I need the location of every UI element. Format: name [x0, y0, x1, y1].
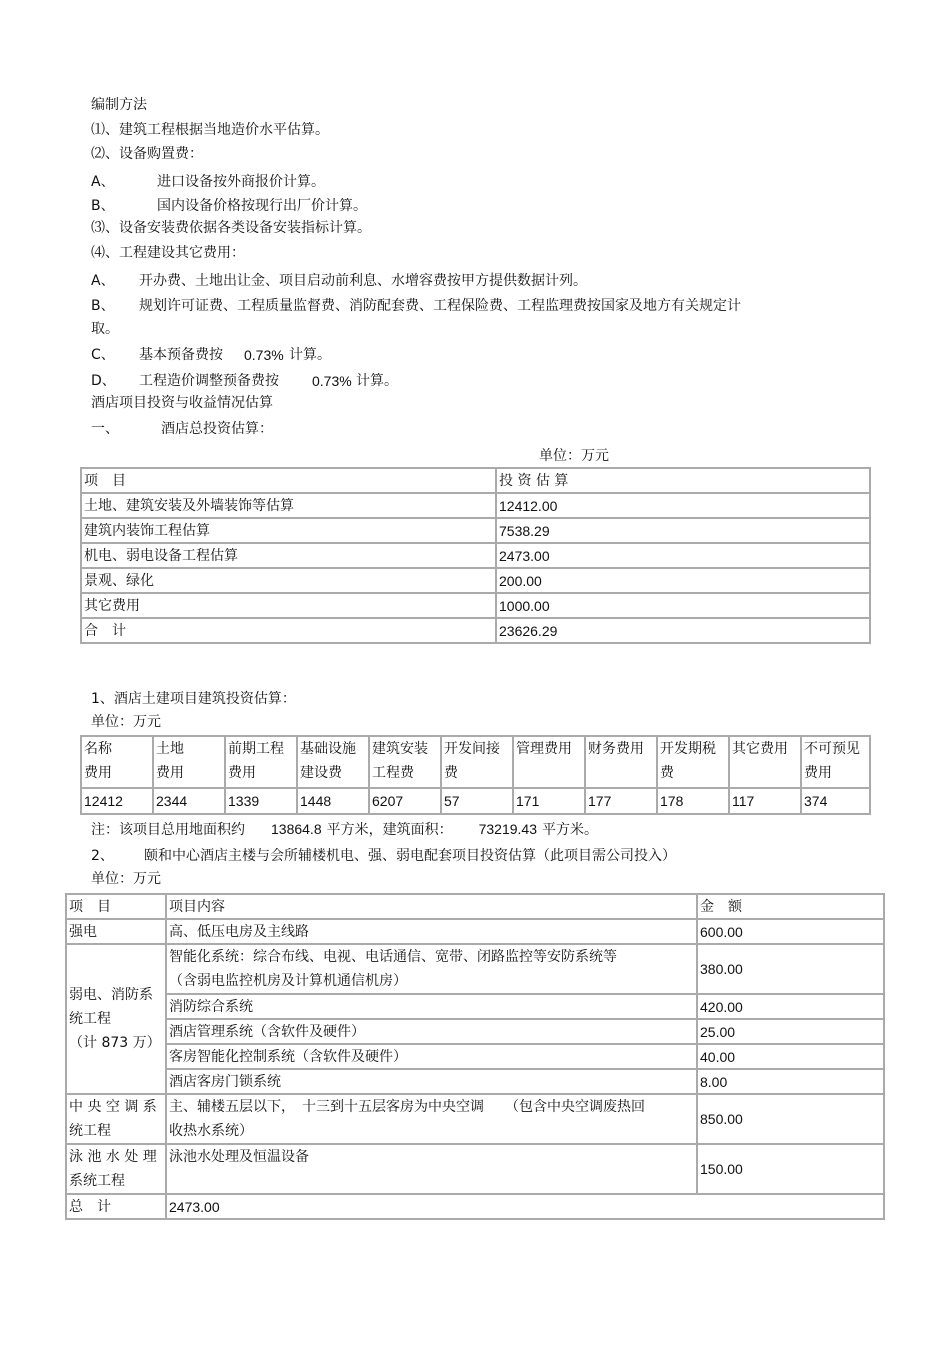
- row-item-hvac: 中 央 空 调 系 统工程: [66, 1094, 166, 1144]
- row-amount: 40.00: [697, 1044, 884, 1069]
- table-row: [81, 518, 870, 543]
- row-amount: 25.00: [697, 1019, 884, 1044]
- header-cell: 土地 费用: [153, 736, 225, 788]
- table-row: [66, 994, 884, 1019]
- sub1-number: 一、: [91, 421, 119, 437]
- header-item: 项 目: [81, 468, 496, 493]
- row-amount: 1000.00: [496, 593, 870, 618]
- header-cell: 不可预见 费用: [801, 736, 870, 788]
- table-row: [81, 568, 870, 593]
- value-cell: 57: [441, 788, 513, 814]
- sub2-title: 1、酒店土建项目建筑投资估算：: [91, 691, 296, 707]
- row-amount: 2473.00: [496, 543, 870, 568]
- value-cell: 6207: [369, 788, 441, 814]
- method-line-3-label: A、: [91, 174, 115, 190]
- row-amount: 2473.00: [166, 1194, 884, 1219]
- mep-investment-table: [65, 893, 885, 1220]
- construction-cost-table: [80, 735, 871, 815]
- method-line-10-end: 计算。: [356, 373, 398, 389]
- table-row: [81, 593, 870, 618]
- value-cell: 1448: [297, 788, 369, 814]
- value-cell: 374: [801, 788, 870, 814]
- row-amount: 380.00: [697, 944, 884, 994]
- table-header: [81, 736, 870, 788]
- row-item-weak-current: 弱电、消防系 统工程 （计 873 万）: [66, 944, 166, 1094]
- value-cell: 178: [657, 788, 729, 814]
- row-amount: 23626.29: [496, 618, 870, 643]
- method-line-1: ⑴、建筑工程根据当地造价水平估算。: [91, 122, 329, 138]
- row-content: 酒店客房门锁系统: [166, 1069, 697, 1094]
- row-item: 其它费用: [81, 593, 496, 618]
- method-heading: 编制方法: [91, 97, 147, 113]
- row-item: 机电、弱电设备工程估算: [81, 543, 496, 568]
- table-row: [66, 944, 884, 994]
- row-amount: 200.00: [496, 568, 870, 593]
- header-amount: 金 额: [697, 894, 884, 919]
- method-line-7: 开办费、土地出让金、项目启动前利息、水增容费按甲方提供数据计列。: [139, 273, 587, 289]
- table-row: [66, 1069, 884, 1094]
- table-row: [81, 543, 870, 568]
- table-header: [81, 468, 870, 493]
- header-cell: 建筑安装 工程费: [369, 736, 441, 788]
- table-row: [66, 1094, 884, 1144]
- row-item: 合 计: [81, 618, 496, 643]
- method-line-4-label: B、: [91, 198, 115, 214]
- row-item: 景观、绿化: [81, 568, 496, 593]
- header-content: 项目内容: [166, 894, 697, 919]
- header-amount: 投 资 估 算: [496, 468, 870, 493]
- method-line-10-rate: 0.73%: [312, 373, 352, 389]
- row-item: 土地、建筑安装及外墙装饰等估算: [81, 493, 496, 518]
- row-item-pool: 泳 池 水 处 理 系统工程: [66, 1144, 166, 1194]
- table-row-total: [81, 618, 870, 643]
- section-title: 酒店项目投资与收益情况估算: [91, 395, 273, 411]
- sub1-title: 酒店总投资估算：: [161, 421, 273, 437]
- value-cell: 1339: [225, 788, 297, 814]
- method-line-6: ⑷、工程建设其它费用：: [91, 245, 245, 261]
- row-amount: 7538.29: [496, 518, 870, 543]
- table-row-total: [66, 1194, 884, 1219]
- method-line-2: ⑵、设备购置费：: [91, 146, 203, 162]
- value-cell: 117: [729, 788, 801, 814]
- header-cell: 开发间接 费: [441, 736, 513, 788]
- row-content: 智能化系统：综合布线、电视、电话通信、宽带、闭路监控等安防系统等 （含弱电监控机房及计算机通信机房）: [166, 944, 697, 994]
- table-row: [81, 788, 870, 814]
- row-amount: 150.00: [697, 1144, 884, 1194]
- method-line-8: 规划许可证费、工程质量监督费、消防配套费、工程保险费、工程监理费按国家及地方有关规定计: [139, 298, 741, 314]
- sub3-number: 2、: [91, 848, 114, 864]
- row-amount: 850.00: [697, 1094, 884, 1144]
- method-line-9-label: C、: [91, 347, 115, 363]
- unit-label-1: 单位：万元: [539, 448, 609, 464]
- total-investment-table: [80, 467, 871, 644]
- row-content: 高、低压电房及主线路: [166, 919, 697, 944]
- method-line-9: 基本预备费按: [139, 347, 223, 363]
- unit-label-2: 单位：万元: [91, 714, 161, 730]
- method-line-8-cont: 取。: [91, 321, 119, 337]
- method-line-4: 国内设备价格按现行出厂价计算。: [157, 198, 367, 214]
- row-item: 总 计: [66, 1194, 166, 1219]
- area-note: 注：该项目总用地面积约 13864.8 平方米，建筑面积： 73219.43 平方米。: [91, 821, 599, 838]
- header-cell: 财务费用: [585, 736, 657, 788]
- value-cell: 2344: [153, 788, 225, 814]
- table-row: [66, 919, 884, 944]
- header-cell: 前期工程 费用: [225, 736, 297, 788]
- method-line-3: 进口设备按外商报价计算。: [157, 174, 325, 190]
- row-content: 酒店管理系统（含软件及硬件）: [166, 1019, 697, 1044]
- header-item: 项 目: [66, 894, 166, 919]
- row-amount: 420.00: [697, 994, 884, 1019]
- header-cell: 管理费用: [513, 736, 585, 788]
- table-row: [66, 1019, 884, 1044]
- method-line-10-label: D、: [91, 373, 116, 389]
- table-row: [66, 1044, 884, 1069]
- method-line-8-label: B、: [91, 298, 115, 314]
- row-amount: 600.00: [697, 919, 884, 944]
- value-cell: 171: [513, 788, 585, 814]
- row-item: 强电: [66, 919, 166, 944]
- header-cell: 其它费用: [729, 736, 801, 788]
- header-cell: 开发期税 费: [657, 736, 729, 788]
- row-content: 主、辅楼五层以下， 十三到十五层客房为中央空调 （包含中央空调废热回 收热水系统）: [166, 1094, 697, 1144]
- header-cell: 基础设施 建设费: [297, 736, 369, 788]
- table-row: [66, 1144, 884, 1194]
- unit-label-3: 单位：万元: [91, 871, 161, 887]
- table-row: [81, 493, 870, 518]
- value-cell: 177: [585, 788, 657, 814]
- method-line-7-label: A、: [91, 273, 115, 289]
- row-item: 建筑内装饰工程估算: [81, 518, 496, 543]
- method-line-9-rate: 0.73%: [244, 347, 284, 363]
- row-content: 泳池水处理及恒温设备: [166, 1144, 697, 1194]
- row-content: 客房智能化控制系统（含软件及硬件）: [166, 1044, 697, 1069]
- row-content: 消防综合系统: [166, 994, 697, 1019]
- row-amount: 8.00: [697, 1069, 884, 1094]
- table-header: [66, 894, 884, 919]
- method-line-10: 工程造价调整预备费按: [139, 373, 279, 389]
- sub3-title: 颐和中心酒店主楼与会所辅楼机电、强、弱电配套项目投资估算（此项目需公司投入）: [144, 848, 676, 864]
- value-cell: 12412: [81, 788, 153, 814]
- header-cell: 名称 费用: [81, 736, 153, 788]
- row-amount: 12412.00: [496, 493, 870, 518]
- method-line-9-end: 计算。: [289, 347, 331, 363]
- method-line-5: ⑶、设备安装费依据各类设备安装指标计算。: [91, 220, 371, 236]
